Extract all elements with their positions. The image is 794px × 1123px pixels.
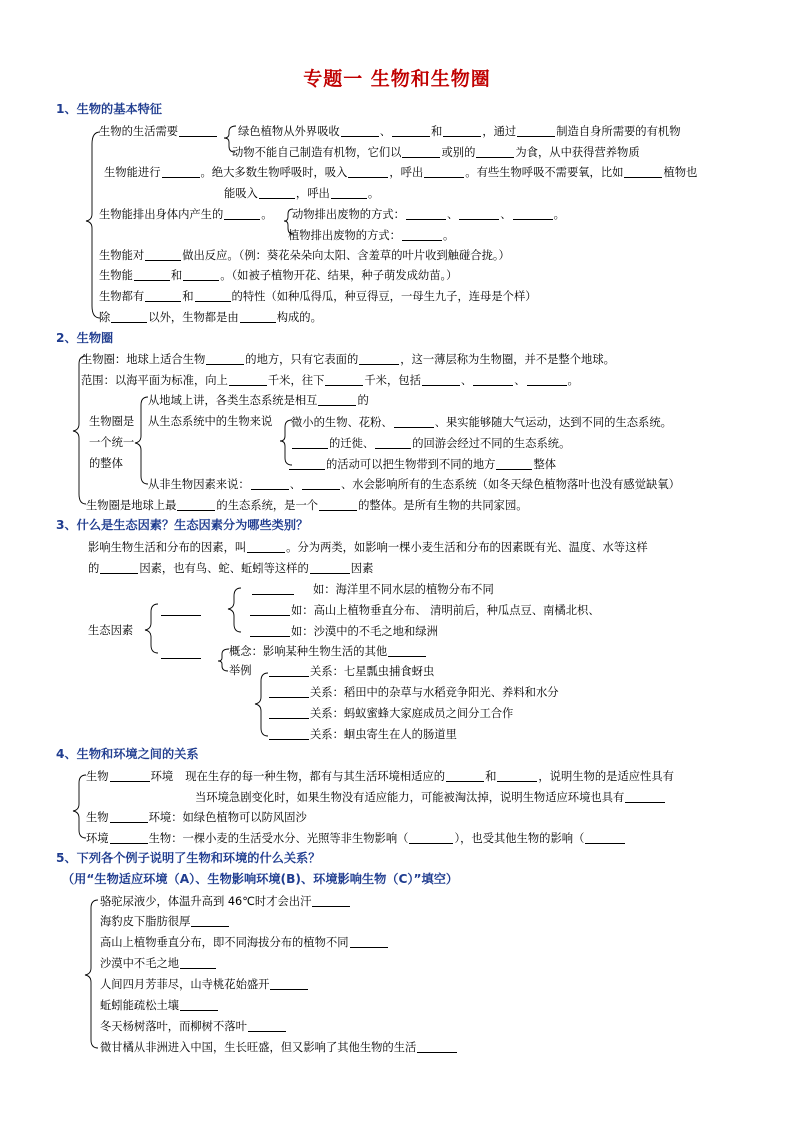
s3-row-9: 关系：蚂蚁蜜蜂大家庭成员之间分工合作 — [268, 706, 513, 721]
s2-row-4: 微小的生物、花粉、 、果实能够随大气运动，达到不同的生态系统。 — [291, 416, 672, 429]
s5-item: 冬天杨树落叶，而柳树不落叶 — [100, 1019, 287, 1034]
s5-item: 蚯蚓能疏松土壤 — [100, 998, 219, 1013]
brace-s2 — [73, 356, 86, 504]
s5-item: 海豹皮下脂肪很厚 — [100, 914, 230, 929]
s1-row-3: 生物能进行 。绝大多数生物呼吸时，吸入 ，呼出 。有些生物呼吸不需要氧，比如 植物也 — [104, 166, 698, 179]
s1-row-10: 除 以外，生物都是由 构成的。 — [99, 311, 322, 324]
page-title: 专题一 生物和生物圈 — [303, 68, 491, 90]
brace-s3-relations — [255, 673, 268, 736]
s2-row-3: 从地域上讲，各类生态系统是相互 的 — [148, 394, 369, 407]
brace-s3-abiotic — [228, 588, 241, 632]
s3-row-5: 如：沙漠中的不毛之地和绿洲 — [249, 624, 438, 639]
brace-s5 — [85, 900, 98, 1048]
s4-row-1: 生物 环境 现在生存的每一种生物，都有与其生活环境相适应的 和 ，说明生物的是适应性具有 — [86, 770, 674, 783]
s3-row-7: 关系：七星瓢虫捕食蚜虫 — [268, 664, 434, 679]
s1-row-1-left: 生物的生活需要 — [99, 124, 218, 139]
s3-row-8: 关系：稻田中的杂草与水稻竞争阳光、养料和水分 — [268, 685, 559, 700]
s3-row-1: 影响生物生活和分布的因素，叫 。分为两类，如影响一棵小麦生活和分布的因素既有光、温度、水等这样 — [88, 541, 648, 554]
s2-row-6: 的活动可以把生物带到不同的地方 整体 — [288, 457, 556, 472]
s3-row-3: 如：海洋里不同水层的植物分布不同 — [251, 582, 494, 597]
s1-row-5-left: 生物能排出身体内产生的 。 — [99, 208, 273, 221]
s3-row-4: 如：高山上植物垂直分布、 清明前后，种瓜点豆、南橘北枳、 — [249, 603, 600, 618]
s5-item: 高山上植物垂直分布，即不同海拔分布的植物不同 — [100, 935, 389, 950]
s2-row-7: 从非生物因素来说： 、 、水会影响所有的生态系统（如冬天绿色植物落叶也没有感觉缺氧） — [148, 478, 680, 491]
section-1-heading: 1、生物的基本特征 — [56, 102, 162, 116]
section-2-heading: 2、生物圈 — [56, 331, 114, 345]
section-5-instructions: （用“生物适应环境（A）、生物影响环境(B)、环境影响生物（C）”填空） — [62, 872, 459, 886]
s2-row-4-left: 从生态系统中的生物来说 — [148, 415, 273, 428]
s5-item: 沙漠中不毛之地 — [100, 956, 217, 971]
brace-s2-unity — [135, 397, 148, 484]
s1-row-1: 绿色植物从外界吸收 、 和 ，通过 制造自身所需要的有机物 — [238, 125, 681, 138]
s1-row-9: 生物都有 和 的特性（如种瓜得瓜，种豆得豆，一母生九子，连母是个样） — [99, 290, 537, 303]
s3-row-10: 关系：蛔虫寄生在人的肠道里 — [268, 727, 457, 742]
s2-side-label-2: 一个统一 — [89, 436, 135, 449]
s2-row-1: 生物圈：地球上适合生物 的地方，只有它表面的 ，这一薄层称为生物圈，并不是整个地球。 — [81, 353, 615, 366]
brace-s3-biotic — [218, 649, 229, 671]
brace-s1-nutrition — [224, 126, 236, 152]
s1-row-8: 生物能 和 。（如被子植物开花、结果，种子萌发成幼苗。） — [99, 269, 458, 282]
s5-item: 人间四月芳菲尽，山寺桃花始盛开 — [100, 977, 309, 992]
s4-row-3: 生物 环境：如绿色植物可以防风固沙 — [86, 811, 307, 824]
brace-s4 — [73, 775, 86, 838]
brace-s1 — [86, 132, 100, 318]
s5-item: 骆驼尿液少，体温升高到 46℃时才会出汗 — [100, 894, 351, 909]
s3-row-7-left: 举例 — [229, 664, 252, 677]
section-5-heading: 5、下列各个例子说明了生物和环境的什么关系？ — [56, 851, 321, 865]
s2-row-2: 范围：以海平面为标准，向上 千米，往下 千米，包括 、 、 。 — [81, 374, 579, 387]
s1-row-5: 动物排出废物的方式： 、 、 。 — [292, 208, 565, 221]
brace-s2-organisms — [280, 420, 292, 465]
s5-item: 微甘橘从非洲进入中国，生长旺盛，但又影响了其他生物的生活 — [100, 1040, 458, 1055]
s1-row-4: 能吸入 ，呼出 。 — [224, 187, 380, 200]
s4-row-2: 当环境急剧变化时，如果生物没有适应能力，可能被淘汰掉，说明生物适应环境也具有 — [195, 790, 666, 805]
brace-s3 — [145, 604, 158, 653]
s3-row-6: 概念：影响某种生物生活的其他 — [229, 644, 427, 659]
s2-side-label-3: 的整体 — [89, 457, 123, 470]
s1-row-6: 植物排出废物的方式： 。 — [288, 229, 455, 242]
s1-row-2: 动物不能自己制造有机物，它们以 或别的 为食，从中获得营养物质 — [232, 146, 640, 159]
s2-row-5: 的迁徙、 的回游会经过不同的生态系统。 — [291, 436, 570, 451]
s4-row-4: 环境 生物：一棵小麦的生活受水分、光照等非生物影响（ ），也受其他生物的影响（ — [86, 831, 626, 846]
s3-row-2: 的 因素，也有鸟、蛇、蚯蚓等这样的 因素 — [88, 562, 374, 575]
s2-row-8: 生物圈是地球上最 的生态系统，是一个 的整体。是所有生物的共同家园。 — [86, 499, 528, 512]
section-3-heading: 3、什么是生态因素？生态因素分为哪些类别？ — [56, 518, 309, 532]
s2-side-label-1: 生物圈是 — [89, 415, 135, 428]
section-4-heading: 4、生物和环境之间的关系 — [56, 747, 199, 761]
s1-row-7: 生物能对 做出反应。（例：葵花朵朵向太阳、含羞草的叶片收到触碰合拢。） — [99, 249, 510, 262]
brace-s1-waste — [284, 209, 293, 234]
s3-label: 生态因素 — [88, 624, 134, 637]
